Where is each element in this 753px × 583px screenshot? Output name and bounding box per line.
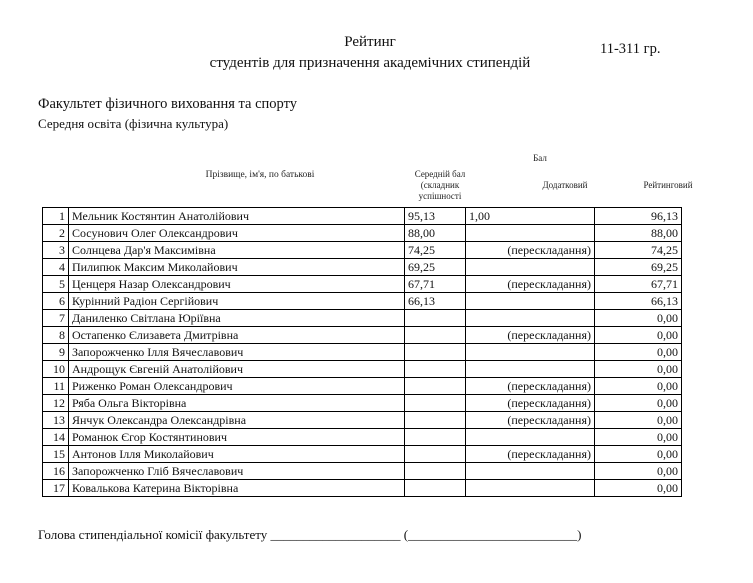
- student-name: Романюк Єгор Костянтинович: [69, 429, 405, 446]
- row-tail: [682, 327, 691, 344]
- rating-score: 74,25: [595, 242, 682, 259]
- table-row: [43, 446, 691, 463]
- row-number: 1: [43, 208, 69, 225]
- additional-score: (перескладання): [466, 378, 595, 395]
- rating-score: 0,00: [595, 446, 682, 463]
- table-row: [43, 276, 691, 293]
- additional-score: [466, 259, 595, 276]
- table-row: [43, 463, 691, 480]
- average-score: 95,13: [405, 208, 466, 225]
- student-name: Ряба Ольга Вікторівна: [69, 395, 405, 412]
- additional-score: (перескладання): [466, 242, 595, 259]
- average-score: 88,00: [405, 225, 466, 242]
- table-row: [43, 378, 691, 395]
- additional-score: [466, 463, 595, 480]
- row-tail: [682, 395, 691, 412]
- additional-score: [466, 293, 595, 310]
- row-number: 16: [43, 463, 69, 480]
- row-number: 10: [43, 361, 69, 378]
- table-row: [43, 395, 691, 412]
- document-title: Рейтинг: [344, 34, 396, 50]
- row-tail: [682, 446, 691, 463]
- student-name: Андрощук Євгеній Анатолійович: [69, 361, 405, 378]
- additional-score: [466, 344, 595, 361]
- student-name: Солнцева Дар'я Максимівна: [69, 242, 405, 259]
- table-row: [43, 225, 691, 242]
- average-score: [405, 327, 466, 344]
- average-score: [405, 378, 466, 395]
- average-score: [405, 361, 466, 378]
- row-tail: [682, 293, 691, 310]
- row-number: 5: [43, 276, 69, 293]
- rating-score: 0,00: [595, 395, 682, 412]
- rating-score: 0,00: [595, 429, 682, 446]
- student-name: Остапенко Єлизавета Дмитрівна: [69, 327, 405, 344]
- student-name: Ценцеря Назар Олександрович: [69, 276, 405, 293]
- rating-score: 66,13: [595, 293, 682, 310]
- row-tail: [682, 344, 691, 361]
- student-name: Пилипюк Максим Миколайович: [69, 259, 405, 276]
- row-tail: [682, 463, 691, 480]
- program-label: Середня освіта (фізична культура): [38, 116, 229, 131]
- group-label: 11-311 гр.: [600, 41, 661, 57]
- average-score: [405, 463, 466, 480]
- table-row: [43, 412, 691, 429]
- student-name: Риженко Роман Олександрович: [69, 378, 405, 395]
- rating-score: 0,00: [595, 463, 682, 480]
- rating-score: 0,00: [595, 480, 682, 497]
- additional-score: (перескладання): [466, 446, 595, 463]
- signature-line: Голова стипендіальної комісії факультету ____________________ (__________________________): [38, 527, 582, 542]
- table-row: [43, 361, 691, 378]
- table-row: [43, 344, 691, 361]
- column-header-rating: Рейтинговий: [643, 180, 693, 190]
- row-number: 7: [43, 310, 69, 327]
- row-tail: [682, 480, 691, 497]
- table-row: [43, 242, 691, 259]
- row-tail: [682, 310, 691, 327]
- row-number: 17: [43, 480, 69, 497]
- table-row: [43, 327, 691, 344]
- rating-score: 67,71: [595, 276, 682, 293]
- rating-score: 0,00: [595, 412, 682, 429]
- row-number: 3: [43, 242, 69, 259]
- row-number: 14: [43, 429, 69, 446]
- table-row: [43, 429, 691, 446]
- additional-score: [466, 429, 595, 446]
- student-name: Янчук Олександра Олександрівна: [69, 412, 405, 429]
- rating-score: 0,00: [595, 344, 682, 361]
- student-name: Мельник Костянтин Анатолійович: [69, 208, 405, 225]
- row-number: 2: [43, 225, 69, 242]
- row-tail: [682, 361, 691, 378]
- student-name: Курінний Радіон Сергійович: [69, 293, 405, 310]
- row-tail: [682, 208, 691, 225]
- average-score: 74,25: [405, 242, 466, 259]
- table-row: [43, 259, 691, 276]
- row-number: 13: [43, 412, 69, 429]
- student-name: Запорожченко Гліб Вячеславович: [69, 463, 405, 480]
- faculty-label: Факультет фізичного виховання та спорту: [38, 96, 297, 112]
- row-number: 12: [43, 395, 69, 412]
- average-score: [405, 344, 466, 361]
- average-score: 67,71: [405, 276, 466, 293]
- row-tail: [682, 378, 691, 395]
- average-score: 69,25: [405, 259, 466, 276]
- average-score: [405, 310, 466, 327]
- average-score: [405, 395, 466, 412]
- rating-table: [42, 207, 690, 497]
- row-number: 6: [43, 293, 69, 310]
- student-name: Сосунович Олег Олександрович: [69, 225, 405, 242]
- row-tail: [682, 412, 691, 429]
- column-header-average: Середній бал (складник успішності: [414, 169, 466, 201]
- average-score: [405, 480, 466, 497]
- table-row: [43, 480, 691, 497]
- student-name: Ковалькова Катерина Вікторівна: [69, 480, 405, 497]
- column-header-bal: Бал: [533, 153, 547, 163]
- rating-score: 0,00: [595, 327, 682, 344]
- average-score: [405, 412, 466, 429]
- average-score: [405, 429, 466, 446]
- additional-score: (перескладання): [466, 412, 595, 429]
- student-name: Даниленко Світлана Юріївна: [69, 310, 405, 327]
- average-score: 66,13: [405, 293, 466, 310]
- row-tail: [682, 225, 691, 242]
- rating-score: 0,00: [595, 361, 682, 378]
- table-row: [43, 310, 691, 327]
- rating-score: 0,00: [595, 378, 682, 395]
- row-number: 4: [43, 259, 69, 276]
- row-number: 8: [43, 327, 69, 344]
- row-number: 11: [43, 378, 69, 395]
- additional-score: (перескладання): [466, 276, 595, 293]
- additional-score: (перескладання): [466, 327, 595, 344]
- additional-score: 1,00: [466, 208, 595, 225]
- table-row: [43, 208, 691, 225]
- additional-score: [466, 310, 595, 327]
- average-score: [405, 446, 466, 463]
- document-subtitle: студентів для призначення академічних стипендій: [209, 55, 531, 71]
- row-tail: [682, 429, 691, 446]
- rating-score: 96,13: [595, 208, 682, 225]
- column-header-additional: Додатковий: [542, 180, 588, 190]
- table-row: [43, 293, 691, 310]
- student-name: Запорожченко Ілля Вячеславович: [69, 344, 405, 361]
- additional-score: [466, 480, 595, 497]
- student-name: Антонов Ілля Миколайович: [69, 446, 405, 463]
- row-tail: [682, 242, 691, 259]
- additional-score: [466, 361, 595, 378]
- row-tail: [682, 276, 691, 293]
- row-tail: [682, 259, 691, 276]
- row-number: 9: [43, 344, 69, 361]
- additional-score: (перескладання): [466, 395, 595, 412]
- rating-score: 88,00: [595, 225, 682, 242]
- rating-score: 69,25: [595, 259, 682, 276]
- additional-score: [466, 225, 595, 242]
- rating-score: 0,00: [595, 310, 682, 327]
- row-number: 15: [43, 446, 69, 463]
- column-header-name: Прізвище, ім'я, по батькові: [205, 170, 315, 180]
